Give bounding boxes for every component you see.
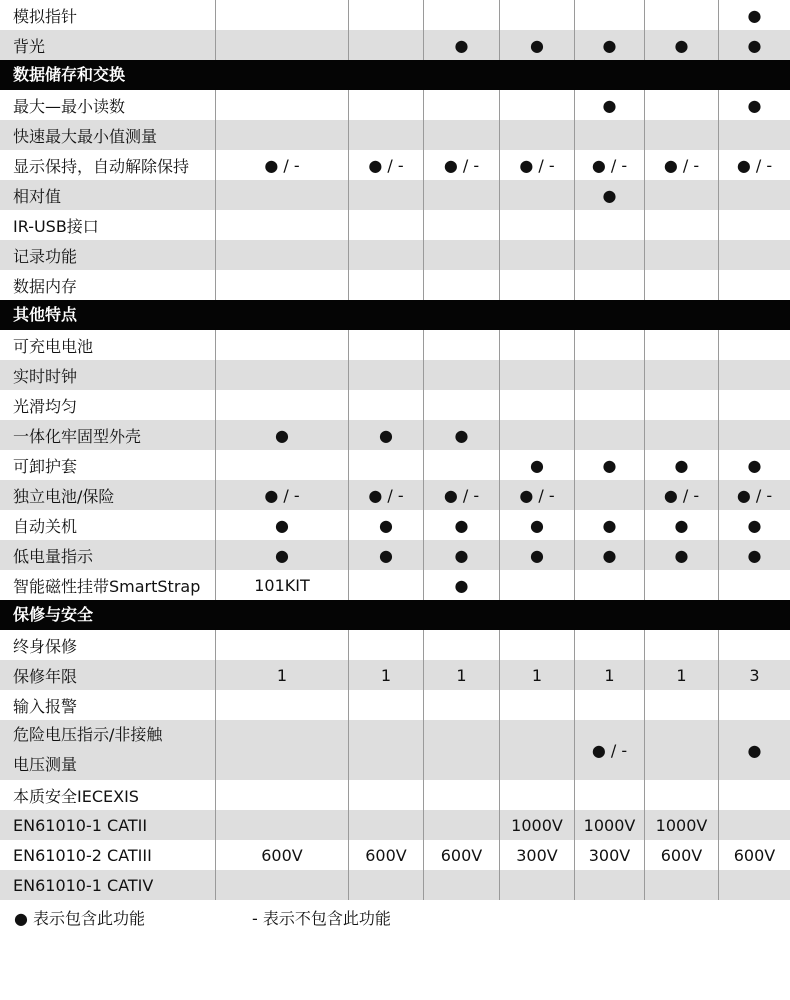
value-cell xyxy=(574,690,644,720)
value-cell: ● xyxy=(574,30,644,60)
table-row xyxy=(0,420,790,450)
value-cell xyxy=(423,810,499,840)
value-cell: ● xyxy=(718,90,790,120)
value-cell: ● xyxy=(574,540,644,570)
value-cell xyxy=(215,0,348,30)
value-cell: ● xyxy=(574,90,644,120)
feature-label: 本质安全IECEXIS xyxy=(13,786,139,806)
value-cell: ● xyxy=(718,510,790,540)
value-cell xyxy=(574,240,644,270)
feature-label: 可卸护套 xyxy=(13,456,78,476)
value-cell: ● xyxy=(499,450,574,480)
value-cell xyxy=(348,810,423,840)
value-cell: ● / - xyxy=(718,150,790,180)
feature-label: 最大—最小读数 xyxy=(13,96,126,116)
value-cell xyxy=(574,570,644,600)
value-cell xyxy=(499,180,574,210)
value-cell: ● xyxy=(423,510,499,540)
value-cell: ● xyxy=(718,450,790,480)
feature-label: 保修年限 xyxy=(13,666,78,686)
value-cell xyxy=(718,390,790,420)
feature-label: 记录功能 xyxy=(13,246,78,266)
value-cell xyxy=(499,690,574,720)
value-cell xyxy=(348,690,423,720)
value-cell: ● xyxy=(348,510,423,540)
section-header xyxy=(0,60,790,90)
value-cell xyxy=(215,630,348,660)
table-row xyxy=(0,150,790,180)
value-cell xyxy=(574,420,644,450)
value-cell: 600V xyxy=(348,840,423,870)
section-title: 其他特点 xyxy=(13,305,78,324)
feature-label: 模拟指针 xyxy=(13,6,78,26)
feature-label: EN61010-1 CATII xyxy=(13,815,148,835)
table-row xyxy=(0,540,790,570)
value-cell: ● / - xyxy=(644,150,718,180)
value-cell xyxy=(644,630,718,660)
feature-label: 一体化牢固型外壳 xyxy=(13,426,142,446)
value-cell xyxy=(215,210,348,240)
table-row xyxy=(0,720,790,780)
value-cell xyxy=(499,120,574,150)
section-header xyxy=(0,600,790,630)
value-cell xyxy=(574,120,644,150)
value-cell xyxy=(348,330,423,360)
value-cell xyxy=(215,870,348,900)
feature-label: EN61010-2 CATIII xyxy=(13,845,152,865)
value-cell xyxy=(348,570,423,600)
value-cell xyxy=(499,240,574,270)
value-cell xyxy=(574,210,644,240)
value-cell: 1 xyxy=(215,660,348,690)
value-cell xyxy=(215,120,348,150)
value-cell: ● / - xyxy=(215,150,348,180)
table-row xyxy=(0,270,790,300)
value-cell: ● xyxy=(215,540,348,570)
value-cell xyxy=(423,390,499,420)
feature-label: 相对值 xyxy=(13,186,62,206)
value-cell: ● xyxy=(348,420,423,450)
value-cell: 600V xyxy=(718,840,790,870)
value-cell xyxy=(348,180,423,210)
feature-label: 显示保持，自动解除保持 xyxy=(13,156,190,176)
value-cell xyxy=(215,30,348,60)
feature-label: 终身保修 xyxy=(13,636,78,656)
value-cell xyxy=(644,90,718,120)
value-cell xyxy=(348,0,423,30)
value-cell: ● / - xyxy=(423,150,499,180)
value-cell xyxy=(644,240,718,270)
value-cell xyxy=(215,270,348,300)
value-cell: ● xyxy=(574,450,644,480)
value-cell xyxy=(423,330,499,360)
value-cell: 600V xyxy=(215,840,348,870)
value-cell xyxy=(499,0,574,30)
table-row xyxy=(0,120,790,150)
value-cell xyxy=(215,240,348,270)
feature-label: EN61010-1 CATIV xyxy=(13,875,154,895)
feature-label-line2: 电压测量 xyxy=(13,755,78,774)
value-cell xyxy=(644,720,718,780)
value-cell xyxy=(644,570,718,600)
value-cell xyxy=(644,780,718,810)
value-cell xyxy=(348,390,423,420)
feature-label xyxy=(0,720,215,780)
feature-label: 低电量指示 xyxy=(13,546,94,566)
value-cell: 101KIT xyxy=(215,570,348,600)
feature-label-line1: 危险电压指示/非接触 xyxy=(13,725,163,744)
value-cell xyxy=(718,870,790,900)
value-cell xyxy=(423,690,499,720)
feature-label: 实时时钟 xyxy=(13,366,78,386)
legend-included: ● 表示包含此功能 xyxy=(14,909,146,928)
value-cell: ● / - xyxy=(215,480,348,510)
value-cell xyxy=(348,90,423,120)
value-cell xyxy=(644,270,718,300)
value-cell xyxy=(348,210,423,240)
value-cell xyxy=(644,0,718,30)
feature-label: 光滑均匀 xyxy=(13,396,78,416)
value-cell xyxy=(215,360,348,390)
value-cell xyxy=(215,90,348,120)
value-cell xyxy=(348,240,423,270)
feature-label: IR-USB接口 xyxy=(13,216,99,236)
value-cell xyxy=(718,690,790,720)
value-cell xyxy=(348,270,423,300)
value-cell xyxy=(348,630,423,660)
table-row xyxy=(0,330,790,360)
section-title: 保修与安全 xyxy=(13,605,94,624)
feature-label: 独立电池/保险 xyxy=(13,486,115,506)
value-cell: 1 xyxy=(644,660,718,690)
value-cell xyxy=(718,330,790,360)
value-cell xyxy=(718,180,790,210)
value-cell xyxy=(348,120,423,150)
value-cell xyxy=(423,870,499,900)
value-cell xyxy=(574,630,644,660)
table-row xyxy=(0,30,790,60)
value-cell xyxy=(574,0,644,30)
value-cell xyxy=(423,180,499,210)
feature-label: 输入报警 xyxy=(13,696,78,716)
section-header xyxy=(0,300,790,330)
value-cell xyxy=(348,720,423,780)
value-cell xyxy=(423,360,499,390)
table-row xyxy=(0,90,790,120)
feature-label: 数据内存 xyxy=(13,276,78,296)
value-cell xyxy=(499,360,574,390)
legend-excluded: - 表示不包含此功能 xyxy=(252,909,391,928)
value-cell xyxy=(499,270,574,300)
value-cell xyxy=(499,90,574,120)
value-cell: ● / - xyxy=(348,480,423,510)
value-cell xyxy=(644,390,718,420)
feature-label: 快速最大最小值测量 xyxy=(13,126,158,146)
value-cell xyxy=(718,210,790,240)
table-row xyxy=(0,810,790,840)
value-cell: ● xyxy=(215,510,348,540)
value-cell: 1000V xyxy=(574,810,644,840)
value-cell xyxy=(423,270,499,300)
feature-label: 智能磁性挂带SmartStrap xyxy=(13,576,201,596)
value-cell: ● xyxy=(423,30,499,60)
value-cell xyxy=(718,570,790,600)
value-cell xyxy=(574,360,644,390)
table-row xyxy=(0,630,790,660)
value-cell xyxy=(499,390,574,420)
value-cell: 1 xyxy=(423,660,499,690)
value-cell xyxy=(574,480,644,510)
value-cell: 600V xyxy=(423,840,499,870)
value-cell xyxy=(423,0,499,30)
table-row xyxy=(0,0,790,30)
value-cell xyxy=(423,210,499,240)
value-cell: ● / - xyxy=(499,150,574,180)
value-cell xyxy=(348,450,423,480)
value-cell: ● xyxy=(215,420,348,450)
feature-label: 可充电电池 xyxy=(13,336,94,356)
table-row xyxy=(0,180,790,210)
value-cell: ● xyxy=(499,510,574,540)
table-row xyxy=(0,210,790,240)
value-cell xyxy=(423,120,499,150)
value-cell xyxy=(423,240,499,270)
value-cell xyxy=(644,690,718,720)
value-cell xyxy=(423,630,499,660)
legend xyxy=(0,900,790,940)
value-cell xyxy=(215,810,348,840)
value-cell: ● xyxy=(574,180,644,210)
section-title: 数据储存和交换 xyxy=(13,65,126,84)
value-cell xyxy=(644,120,718,150)
value-cell: ● / - xyxy=(499,480,574,510)
value-cell: ● xyxy=(423,570,499,600)
value-cell: ● xyxy=(499,540,574,570)
table-row xyxy=(0,360,790,390)
feature-label: 自动关机 xyxy=(13,516,78,536)
value-cell xyxy=(718,120,790,150)
value-cell: 1 xyxy=(574,660,644,690)
value-cell xyxy=(644,210,718,240)
value-cell xyxy=(644,180,718,210)
value-cell xyxy=(215,780,348,810)
value-cell: ● xyxy=(644,30,718,60)
value-cell: 1 xyxy=(348,660,423,690)
value-cell xyxy=(718,240,790,270)
value-cell: ● xyxy=(423,420,499,450)
value-cell xyxy=(499,720,574,780)
value-cell: ● xyxy=(348,540,423,570)
value-cell xyxy=(215,180,348,210)
value-cell xyxy=(644,420,718,450)
value-cell: 1000V xyxy=(499,810,574,840)
table-row xyxy=(0,660,790,690)
value-cell xyxy=(215,330,348,360)
value-cell: ● xyxy=(574,510,644,540)
value-cell xyxy=(718,360,790,390)
value-cell xyxy=(499,420,574,450)
value-cell xyxy=(574,780,644,810)
value-cell xyxy=(348,360,423,390)
table-row xyxy=(0,390,790,420)
table-row xyxy=(0,870,790,900)
table-row xyxy=(0,780,790,810)
value-cell xyxy=(499,630,574,660)
feature-label: 背光 xyxy=(13,36,46,56)
value-cell: ● xyxy=(644,540,718,570)
value-cell: ● xyxy=(718,540,790,570)
table-row xyxy=(0,690,790,720)
value-cell xyxy=(574,270,644,300)
value-cell xyxy=(644,330,718,360)
value-cell: ● xyxy=(499,30,574,60)
value-cell xyxy=(215,690,348,720)
value-cell: 600V xyxy=(644,840,718,870)
table-row xyxy=(0,450,790,480)
value-cell xyxy=(718,270,790,300)
value-cell: ● / - xyxy=(574,720,644,780)
value-cell xyxy=(644,870,718,900)
value-cell xyxy=(718,420,790,450)
value-cell: ● / - xyxy=(644,480,718,510)
value-cell xyxy=(574,870,644,900)
value-cell: ● xyxy=(644,450,718,480)
value-cell xyxy=(423,450,499,480)
value-cell xyxy=(423,720,499,780)
table-row xyxy=(0,510,790,540)
value-cell: 300V xyxy=(574,840,644,870)
value-cell: ● xyxy=(718,30,790,60)
value-cell xyxy=(423,780,499,810)
value-cell xyxy=(348,780,423,810)
value-cell xyxy=(718,630,790,660)
value-cell xyxy=(499,870,574,900)
table-row xyxy=(0,480,790,510)
value-cell xyxy=(499,570,574,600)
value-cell xyxy=(215,720,348,780)
value-cell: ● xyxy=(644,510,718,540)
value-cell: 1000V xyxy=(644,810,718,840)
value-cell xyxy=(499,330,574,360)
value-cell: 3 xyxy=(718,660,790,690)
value-cell: ● / - xyxy=(718,480,790,510)
value-cell xyxy=(423,90,499,120)
table-row xyxy=(0,840,790,870)
value-cell xyxy=(499,210,574,240)
value-cell: ● / - xyxy=(348,150,423,180)
table-row xyxy=(0,570,790,600)
value-cell: ● / - xyxy=(423,480,499,510)
value-cell xyxy=(644,360,718,390)
value-cell xyxy=(718,810,790,840)
value-cell: ● xyxy=(718,0,790,30)
value-cell: 300V xyxy=(499,840,574,870)
value-cell xyxy=(499,780,574,810)
value-cell: 1 xyxy=(499,660,574,690)
value-cell: ● / - xyxy=(574,150,644,180)
value-cell xyxy=(348,870,423,900)
value-cell xyxy=(718,780,790,810)
value-cell: ● xyxy=(718,720,790,780)
value-cell xyxy=(574,330,644,360)
value-cell: ● xyxy=(423,540,499,570)
table-row xyxy=(0,240,790,270)
value-cell xyxy=(215,450,348,480)
value-cell xyxy=(348,30,423,60)
value-cell xyxy=(215,390,348,420)
value-cell xyxy=(574,390,644,420)
